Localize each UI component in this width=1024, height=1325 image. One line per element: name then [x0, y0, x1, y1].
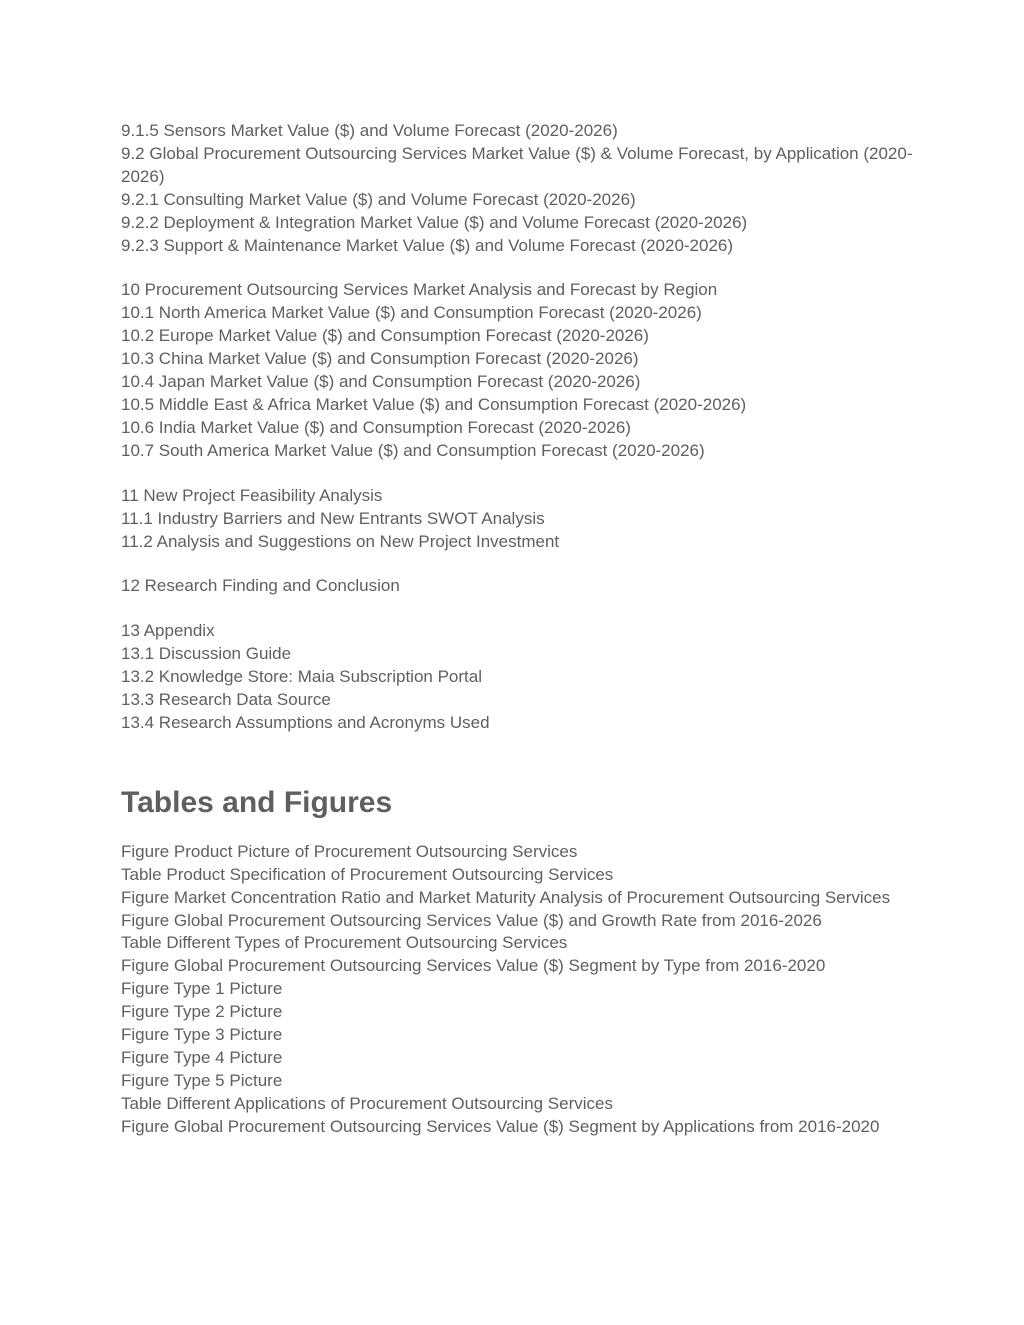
toc-line: 12 Research Finding and Conclusion	[121, 576, 400, 596]
toc-line: 13.4 Research Assumptions and Acronyms Used	[121, 712, 490, 732]
toc-group-12	[121, 575, 921, 598]
toc-line: 13 Appendix	[121, 621, 215, 641]
toc-line: 11 New Project Feasibility Analysis	[121, 485, 383, 505]
toc-line: 9.2.1 Consulting Market Value ($) and Volume Forecast (2020-2026)	[121, 189, 636, 209]
toc-line: 11.1 Industry Barriers and New Entrants SWOT Analysis	[121, 508, 545, 528]
list-item: Table Different Types of Procurement Outsourcing Services	[121, 933, 568, 953]
toc-line: 10.3 China Market Value ($) and Consumption Forecast (2020-2026)	[121, 349, 639, 369]
list-item: Figure Type 3 Picture	[121, 1025, 283, 1045]
list-item: Figure Market Concentration Ratio and Market Maturity Analysis of Procurement Outsourcing Services	[121, 887, 891, 907]
document-page	[121, 120, 921, 1139]
toc-line: 10.1 North America Market Value ($) and Consumption Forecast (2020-2026)	[121, 303, 702, 323]
list-item: Figure Product Picture of Procurement Outsourcing Services	[121, 841, 578, 861]
list-item: Figure Type 1 Picture	[121, 979, 283, 999]
toc-group-11	[121, 485, 921, 554]
toc-line: 9.2 Global Procurement Outsourcing Services Market Value ($) & Volume Forecast, by Application (2020-2026)	[121, 143, 913, 186]
toc-line: 13.1 Discussion Guide	[121, 644, 292, 664]
list-item: Figure Type 4 Picture	[121, 1048, 283, 1067]
toc-line: 10.5 Middle East & Africa Market Value ($) and Consumption Forecast (2020-2026)	[121, 394, 747, 414]
list-item: Figure Type 2 Picture	[121, 1002, 283, 1022]
toc-line: 13.2 Knowledge Store: Maia Subscription Portal	[121, 667, 482, 687]
toc-line: 10.7 South America Market Value ($) and Consumption Forecast (2020-2026)	[121, 440, 705, 460]
tables-figures-list	[121, 841, 921, 1139]
toc-group-10	[121, 279, 921, 462]
list-item: Figure Type 5 Picture	[121, 1070, 283, 1090]
list-item: Figure Global Procurement Outsourcing Services Value ($) and Growth Rate from 2016-2026	[121, 910, 822, 930]
toc-line: 10 Procurement Outsourcing Services Market Analysis and Forecast by Region	[121, 280, 718, 300]
toc-line: 13.3 Research Data Source	[121, 690, 331, 710]
list-item: Figure Global Procurement Outsourcing Services Value ($) Segment by Applications from 2016-2020	[121, 1116, 880, 1136]
toc-line: 10.6 India Market Value ($) and Consumption Forecast (2020-2026)	[121, 417, 631, 437]
toc-line: 9.2.3 Support & Maintenance Market Value ($) and Volume Forecast (2020-2026)	[121, 235, 734, 255]
list-item: Figure Global Procurement Outsourcing Services Value ($) Segment by Type from 2016-2020	[121, 956, 826, 976]
toc-group-13	[121, 620, 921, 735]
toc-line: 9.1.5 Sensors Market Value ($) and Volume Forecast (2020-2026)	[121, 121, 618, 140]
list-item: Table Different Applications of Procurement Outsourcing Services	[121, 1093, 613, 1113]
toc-line: 10.4 Japan Market Value ($) and Consumption Forecast (2020-2026)	[121, 372, 641, 392]
toc-line: 9.2.2 Deployment & Integration Market Value ($) and Volume Forecast (2020-2026)	[121, 212, 748, 232]
toc-line: 10.2 Europe Market Value ($) and Consumption Forecast (2020-2026)	[121, 326, 649, 346]
toc-group-9	[121, 120, 921, 257]
list-item: Table Product Specification of Procurement Outsourcing Services	[121, 864, 614, 884]
tables-figures-heading: Tables and Figures	[121, 785, 393, 819]
toc-line: 11.2 Analysis and Suggestions on New Project Investment	[121, 531, 560, 551]
